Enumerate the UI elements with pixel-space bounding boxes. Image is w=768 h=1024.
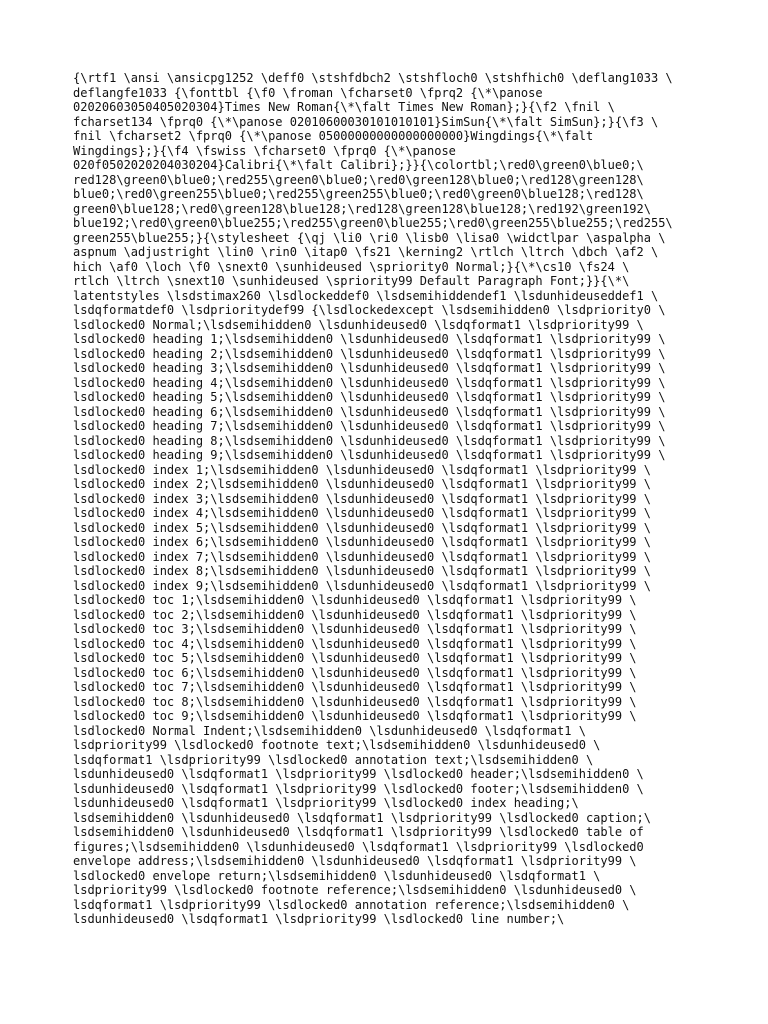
text-line: lsdlocked0 heading 6;\lsdsemihidden0 \lsdunhideused0 \lsdqformat1 \lsdpriority99 \ bbox=[73, 404, 666, 419]
text-line: lsdlocked0 heading 7;\lsdsemihidden0 \lsdunhideused0 \lsdqformat1 \lsdpriority99 \ bbox=[73, 419, 666, 433]
text-line: lsdlocked0 toc 7;\lsdsemihidden0 \lsdunhideused0 \lsdqformat1 \lsdpriority99 \ bbox=[73, 680, 637, 694]
text-line: lsdunhideused0 \lsdqformat1 \lsdpriority99 \lsdlocked0 header;\lsdsemihidden0 \ bbox=[73, 767, 644, 781]
text-line: lsdqformatdef0 \lsdprioritydef99 {\lsdlockedexcept \lsdsemihidden0 \lsdpriority0 \ bbox=[73, 303, 666, 317]
text-line: lsdlocked0 heading 4;\lsdsemihidden0 \lsdunhideused0 \lsdqformat1 \lsdpriority99 \ bbox=[73, 375, 666, 390]
text-line: lsdlocked0 toc 1;\lsdsemihidden0 \lsdunhideused0 \lsdqformat1 \lsdpriority99 \ bbox=[73, 593, 637, 607]
text-line: lsdlocked0 heading 8;\lsdsemihidden0 \lsdunhideused0 \lsdqformat1 \lsdpriority99 \ bbox=[73, 433, 666, 448]
text-line: fcharset134 \fprq0 {\*\panose 02010600030101010101}SimSun{\*\falt SimSun};}{\f3 \ bbox=[73, 114, 659, 129]
text-line: lsdunhideused0 \lsdqformat1 \lsdpriority99 \lsdlocked0 index heading;\ bbox=[73, 796, 579, 810]
rtf-source-text bbox=[73, 71, 713, 927]
text-line: 020f0502020204030204}Calibri{\*\falt Calibri};}}{\colortbl;\red0\green0\blue0;\ bbox=[73, 158, 644, 172]
text-line: green255\blue255;}{\stylesheet {\qj \li0 \ri0 \lisb0 \lisa0 \widctlpar \aspalpha \ bbox=[73, 230, 666, 245]
text-line: lsdunhideused0 \lsdqformat1 \lsdpriority99 \lsdlocked0 footer;\lsdsemihidden0 \ bbox=[73, 781, 644, 796]
text-line: lsdlocked0 heading 1;\lsdsemihidden0 \lsdunhideused0 \lsdqformat1 \lsdpriority99 \ bbox=[73, 332, 666, 346]
text-line: fnil \fcharset2 \fprq0 {\*\panose 05000000000000000000}Wingdings{\*\falt bbox=[73, 129, 594, 143]
text-line: 02020603050405020304}Times New Roman{\*\falt Times New Roman};}{\f2 \fnil \ bbox=[73, 100, 615, 114]
text-line: lsdlocked0 index 6;\lsdsemihidden0 \lsdunhideused0 \lsdqformat1 \lsdpriority99 \ bbox=[73, 535, 651, 549]
text-line: lsdlocked0 toc 5;\lsdsemihidden0 \lsdunhideused0 \lsdqformat1 \lsdpriority99 \ bbox=[73, 651, 637, 665]
text-line: lsdlocked0 envelope return;\lsdsemihidden0 \lsdunhideused0 \lsdqformat1 \ bbox=[73, 868, 601, 883]
text-line: lsdlocked0 toc 4;\lsdsemihidden0 \lsdunhideused0 \lsdqformat1 \lsdpriority99 \ bbox=[73, 636, 637, 651]
text-line: lsdunhideused0 \lsdqformat1 \lsdpriority99 \lsdlocked0 line number;\ bbox=[73, 912, 565, 926]
text-line: lsdlocked0 index 4;\lsdsemihidden0 \lsdunhideused0 \lsdqformat1 \lsdpriority99 \ bbox=[73, 506, 651, 520]
text-line: Wingdings};}{\f4 \fswiss \fcharset0 \fprq0 {\*\panose bbox=[73, 143, 456, 158]
text-line: lsdlocked0 heading 3;\lsdsemihidden0 \lsdunhideused0 \lsdqformat1 \lsdpriority99 \ bbox=[73, 361, 666, 375]
text-line: lsdpriority99 \lsdlocked0 footnote text;\lsdsemihidden0 \lsdunhideused0 \ bbox=[73, 738, 601, 752]
text-line: deflangfe1033 {\fonttbl {\f0 \froman \fcharset0 \fprq2 {\*\panose bbox=[73, 85, 543, 100]
text-line: lsdlocked0 heading 9;\lsdsemihidden0 \lsdunhideused0 \lsdqformat1 \lsdpriority99 \ bbox=[73, 448, 666, 462]
text-line: hich \af0 \loch \f0 \snext0 \sunhideused \spriority0 Normal;}{\*\cs10 \fs24 \ bbox=[73, 259, 630, 274]
text-line: green0\blue128;\red0\green128\blue128;\red128\green128\blue128;\red192\green192\ bbox=[73, 201, 651, 216]
text-line: lsdlocked0 heading 5;\lsdsemihidden0 \lsdunhideused0 \lsdqformat1 \lsdpriority99 \ bbox=[73, 390, 666, 404]
text-line: lsdlocked0 index 3;\lsdsemihidden0 \lsdunhideused0 \lsdqformat1 \lsdpriority99 \ bbox=[73, 491, 651, 506]
text-line: lsdlocked0 index 8;\lsdsemihidden0 \lsdunhideused0 \lsdqformat1 \lsdpriority99 \ bbox=[73, 564, 651, 578]
text-line: lsdlocked0 heading 2;\lsdsemihidden0 \lsdunhideused0 \lsdqformat1 \lsdpriority99 \ bbox=[73, 346, 666, 361]
text-line: lsdqformat1 \lsdpriority99 \lsdlocked0 annotation reference;\lsdsemihidden0 \ bbox=[73, 897, 630, 912]
text-line: lsdlocked0 index 5;\lsdsemihidden0 \lsdunhideused0 \lsdqformat1 \lsdpriority99 \ bbox=[73, 520, 651, 535]
text-line: lsdsemihidden0 \lsdunhideused0 \lsdqformat1 \lsdpriority99 \lsdlocked0 caption;\ bbox=[73, 810, 651, 825]
text-line: lsdlocked0 index 9;\lsdsemihidden0 \lsdunhideused0 \lsdqformat1 \lsdpriority99 \ bbox=[73, 578, 651, 593]
text-line: lsdsemihidden0 \lsdunhideused0 \lsdqformat1 \lsdpriority99 \lsdlocked0 table of bbox=[73, 825, 644, 839]
text-line: lsdlocked0 Normal;\lsdsemihidden0 \lsdunhideused0 \lsdqformat1 \lsdpriority99 \ bbox=[73, 317, 644, 332]
text-line: {\rtf1 \ansi \ansicpg1252 \deff0 \stshfdbch2 \stshfloch0 \stshfhich0 \deflang1033 \ bbox=[73, 71, 673, 85]
text-line: lsdlocked0 toc 9;\lsdsemihidden0 \lsdunhideused0 \lsdqformat1 \lsdpriority99 \ bbox=[73, 709, 637, 723]
text-line: lsdlocked0 toc 8;\lsdsemihidden0 \lsdunhideused0 \lsdqformat1 \lsdpriority99 \ bbox=[73, 694, 637, 709]
text-line: lsdlocked0 toc 2;\lsdsemihidden0 \lsdunhideused0 \lsdqformat1 \lsdpriority99 \ bbox=[73, 607, 637, 622]
text-line: latentstyles \lsdstimax260 \lsdlockeddef0 \lsdsemihiddendef1 \lsdunhideuseddef1 \ bbox=[73, 288, 659, 303]
text-line: blue0;\red0\green255\blue0;\red255\green255\blue0;\red0\green0\blue128;\red128\ bbox=[73, 187, 644, 201]
text-line: envelope address;\lsdsemihidden0 \lsdunhideused0 \lsdqformat1 \lsdpriority99 \ bbox=[73, 854, 637, 868]
text-line: aspnum \adjustright \lin0 \rin0 \itap0 \fs21 \kerning2 \rtlch \ltrch \dbch \af2 \ bbox=[73, 245, 659, 259]
text-line: blue192;\red0\green0\blue255;\red255\green0\blue255;\red0\green255\blue255;\red255\ bbox=[73, 216, 673, 230]
text-line: lsdlocked0 Normal Indent;\lsdsemihidden0 \lsdunhideused0 \lsdqformat1 \ bbox=[73, 723, 586, 738]
text-line: red128\green0\blue0;\red255\green0\blue0;\red0\green128\blue0;\red128\green128\ bbox=[73, 172, 644, 187]
text-line: lsdlocked0 index 1;\lsdsemihidden0 \lsdunhideused0 \lsdqformat1 \lsdpriority99 \ bbox=[73, 462, 651, 477]
text-line: lsdlocked0 toc 6;\lsdsemihidden0 \lsdunhideused0 \lsdqformat1 \lsdpriority99 \ bbox=[73, 665, 637, 680]
text-line: lsdqformat1 \lsdpriority99 \lsdlocked0 annotation text;\lsdsemihidden0 \ bbox=[73, 752, 594, 767]
text-line: figures;\lsdsemihidden0 \lsdunhideused0 \lsdqformat1 \lsdpriority99 \lsdlocked0 bbox=[73, 839, 644, 854]
text-line: lsdlocked0 index 2;\lsdsemihidden0 \lsdunhideused0 \lsdqformat1 \lsdpriority99 \ bbox=[73, 477, 651, 491]
text-line: lsdlocked0 toc 3;\lsdsemihidden0 \lsdunhideused0 \lsdqformat1 \lsdpriority99 \ bbox=[73, 622, 637, 636]
text-line: rtlch \ltrch \snext10 \sunhideused \spriority99 Default Paragraph Font;}}{\*\ bbox=[73, 274, 630, 288]
text-line: lsdpriority99 \lsdlocked0 footnote reference;\lsdsemihidden0 \lsdunhideused0 \ bbox=[73, 883, 637, 897]
text-line: lsdlocked0 index 7;\lsdsemihidden0 \lsdunhideused0 \lsdqformat1 \lsdpriority99 \ bbox=[73, 549, 651, 564]
